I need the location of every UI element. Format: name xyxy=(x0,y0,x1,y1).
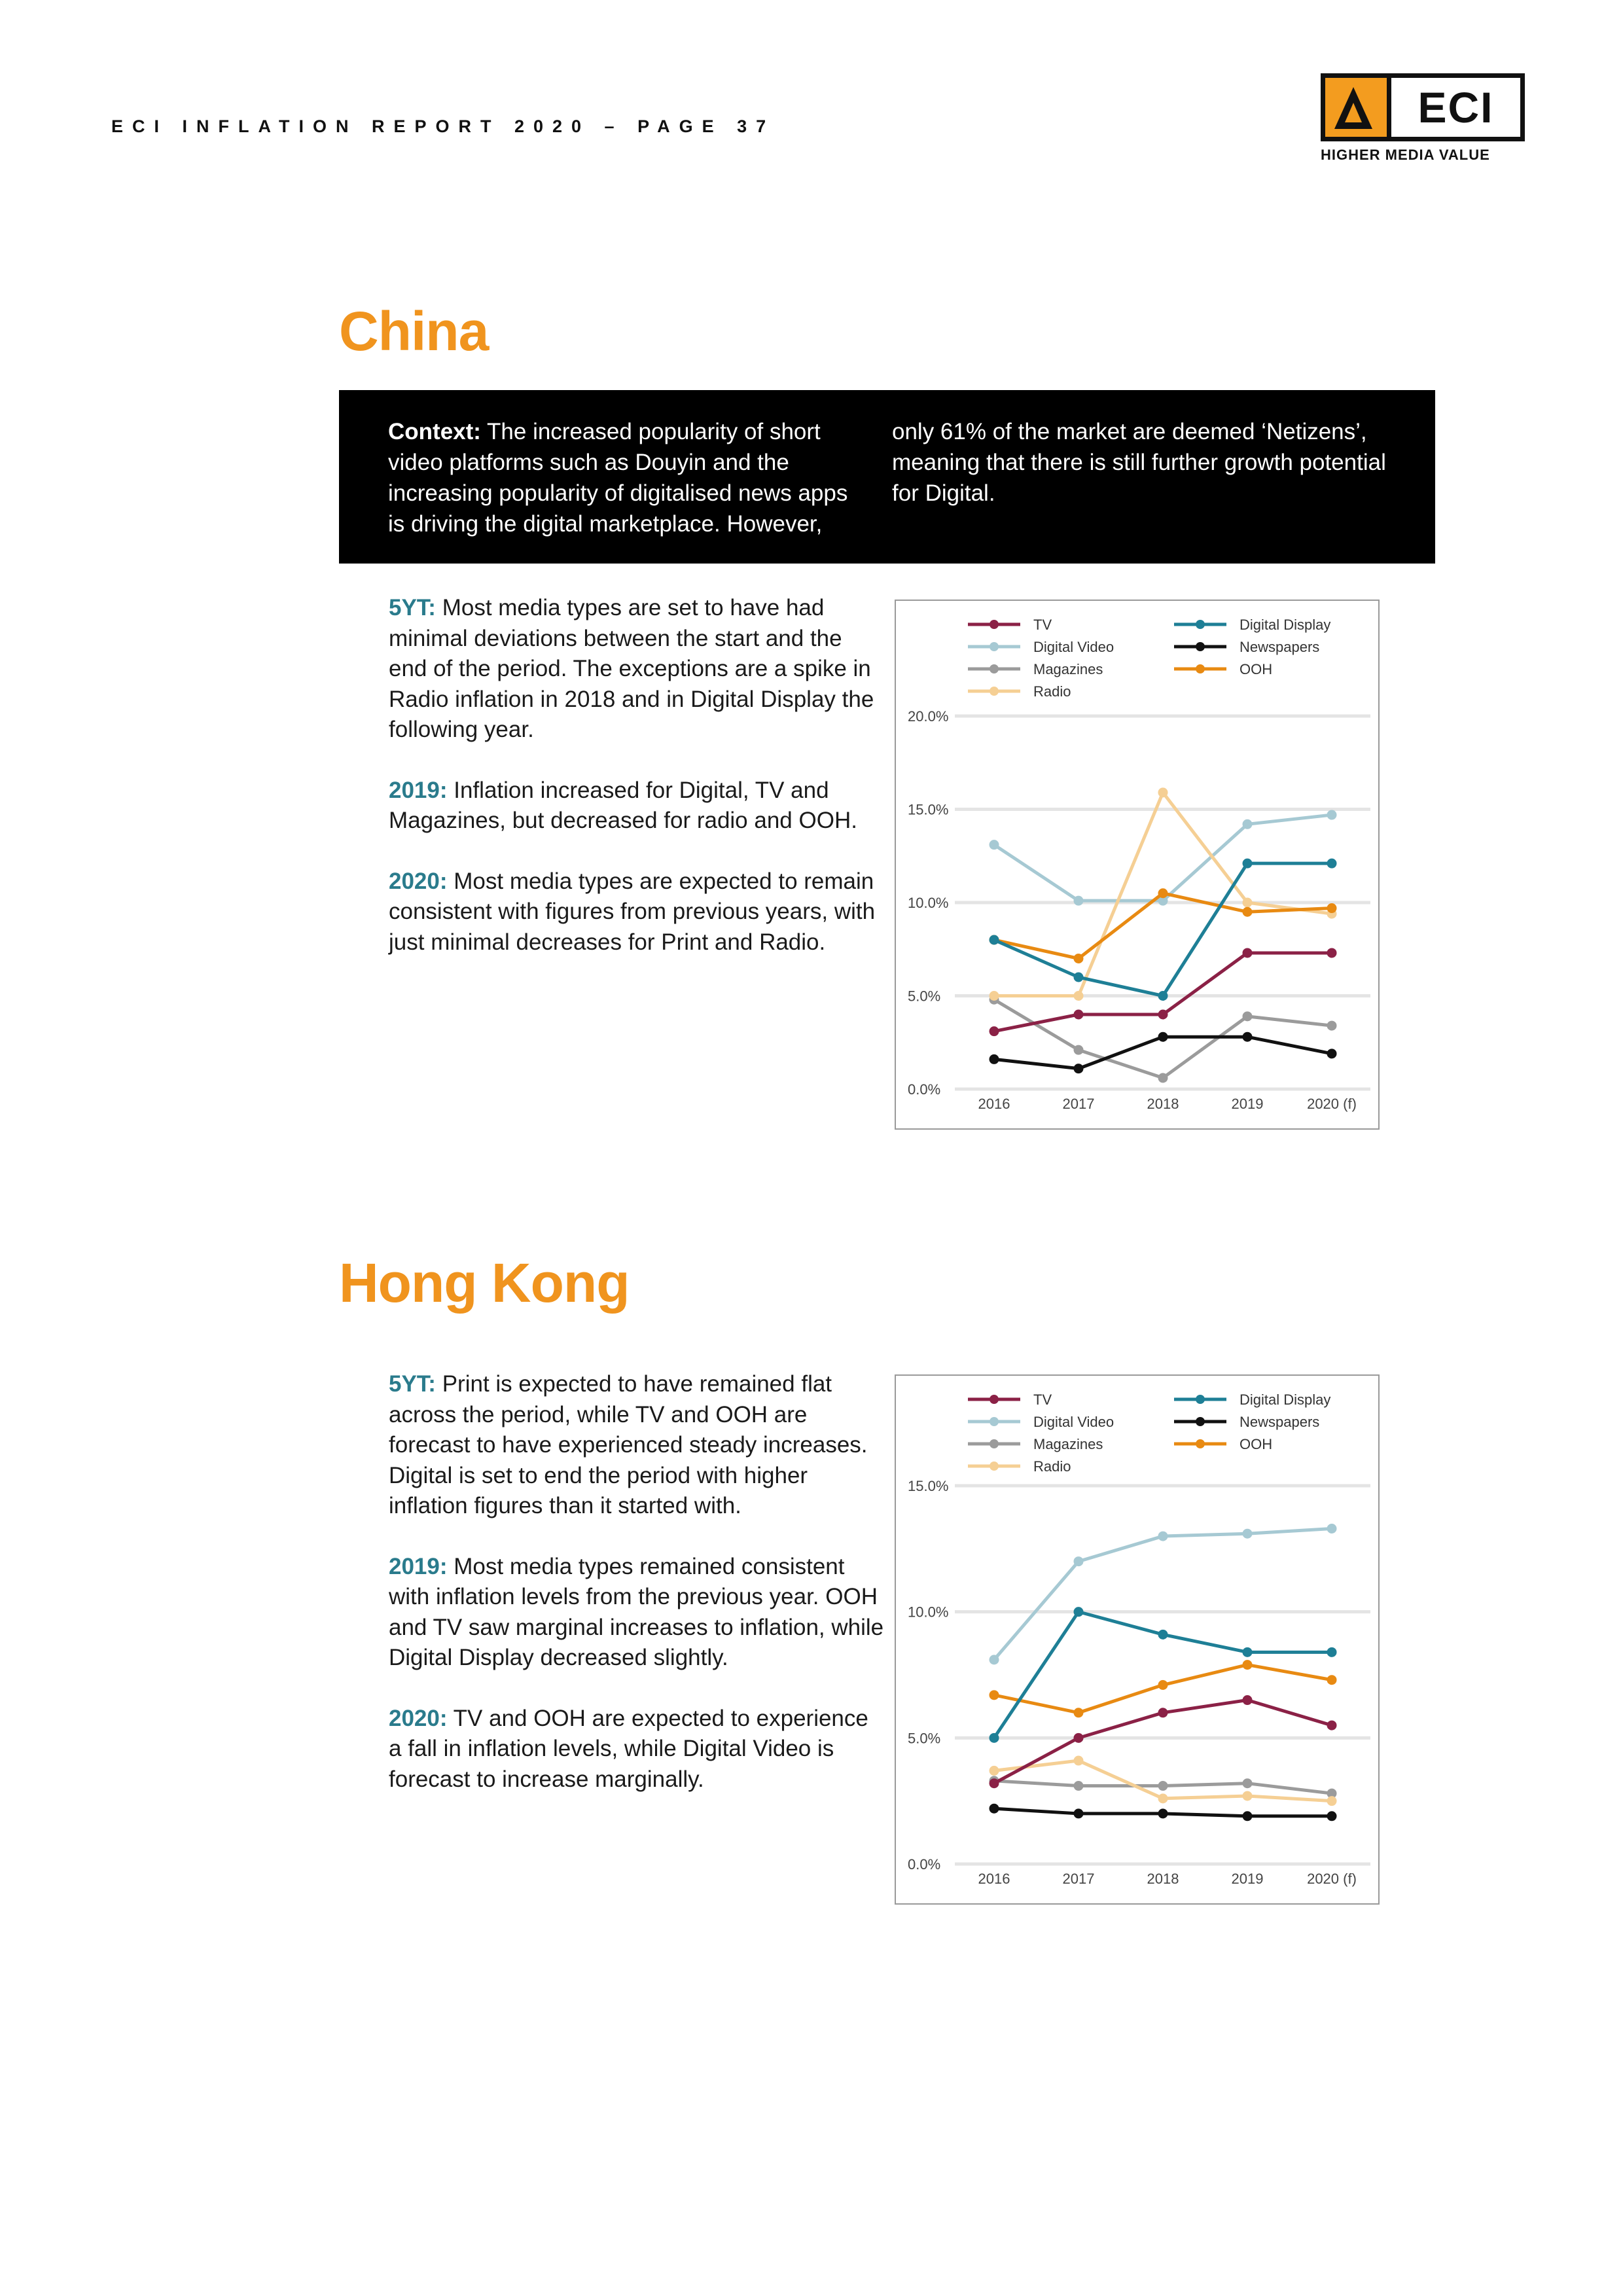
hk-chart-legend-marker-3 xyxy=(1196,1417,1205,1426)
china-chart-ytick-label-2: 10.0% xyxy=(908,895,949,911)
china-chart-point-1-3 xyxy=(1243,859,1253,869)
china-chart-xtick-label-0: 2016 xyxy=(978,1096,1010,1112)
hk-chart-point-0-2 xyxy=(1158,1708,1168,1717)
china-2020-text: Most media types are expected to remain consistent with figures from previous years, with just minimal decreases for Print and Radio. xyxy=(389,868,876,955)
hongkong-2019-label: 2019: xyxy=(389,1553,448,1579)
hk-chart-point-5-2 xyxy=(1158,1680,1168,1690)
china-chart-legend-label-5: OOH xyxy=(1240,661,1273,677)
hk-chart-xtick-label-2: 2018 xyxy=(1147,1871,1179,1887)
china-chart-legend-label-2: Digital Video xyxy=(1033,639,1115,655)
china-2019-text: Inflation increased for Digital, TV and Magazines, but decreased for radio and OOH. xyxy=(389,777,857,833)
hongkong-2020-text: TV and OOH are expected to experience a fall in inflation levels, while Digital Video is forecast to increase marginally. xyxy=(389,1705,868,1792)
hk-chart-point-3-2 xyxy=(1158,1808,1168,1818)
hk-chart-point-2-0 xyxy=(990,1655,999,1664)
china-2019-paragraph xyxy=(389,776,886,836)
hk-chart-point-5-4 xyxy=(1327,1675,1337,1685)
china-chart-xtick-label-4: 2020 (f) xyxy=(1307,1096,1357,1112)
hk-chart-point-2-4 xyxy=(1327,1524,1337,1534)
hk-chart-series-line-2 xyxy=(994,1529,1332,1660)
hk-chart-point-0-4 xyxy=(1327,1721,1337,1731)
china-5yt-paragraph xyxy=(389,593,886,745)
china-chart-point-4-2 xyxy=(1158,1073,1168,1083)
context-column-2 xyxy=(892,416,1386,564)
hk-chart-point-1-4 xyxy=(1327,1647,1337,1657)
china-inflation-chart xyxy=(895,600,1380,1130)
hk-chart-point-1-0 xyxy=(990,1733,999,1743)
china-context-box xyxy=(339,390,1435,564)
hk-chart-legend-marker-5 xyxy=(1196,1439,1205,1448)
china-chart-svg xyxy=(896,601,1378,1128)
hk-chart-point-2-1 xyxy=(1074,1556,1084,1566)
china-chart-legend-marker-5 xyxy=(1196,664,1205,673)
hk-chart-xtick-label-3: 2019 xyxy=(1231,1871,1264,1887)
eci-logo-box xyxy=(1321,73,1525,141)
china-chart-legend-marker-0 xyxy=(990,620,999,629)
china-2019-label: 2019: xyxy=(389,777,448,803)
hk-chart-point-6-0 xyxy=(990,1766,999,1776)
hk-chart-point-6-1 xyxy=(1074,1756,1084,1766)
hk-chart-point-2-2 xyxy=(1158,1532,1168,1541)
china-chart-point-4-4 xyxy=(1327,1021,1337,1031)
hk-chart-legend-marker-0 xyxy=(990,1395,999,1404)
hk-chart-legend-label-4: Magazines xyxy=(1033,1436,1103,1452)
hk-chart-legend-marker-2 xyxy=(990,1417,999,1426)
china-chart-ytick-label-0: 0.0% xyxy=(908,1081,941,1098)
report-header-title: ECI INFLATION REPORT 2020 – PAGE 37 xyxy=(111,117,776,136)
china-chart-xtick-label-1: 2017 xyxy=(1062,1096,1095,1112)
china-chart-ytick-label-4: 20.0% xyxy=(908,708,949,725)
hk-chart-ytick-label-3: 15.0% xyxy=(908,1478,949,1494)
china-chart-point-2-3 xyxy=(1243,819,1253,829)
hk-chart-xtick-label-0: 2016 xyxy=(978,1871,1010,1887)
eci-logo-text: ECI xyxy=(1418,83,1494,132)
hk-chart-legend-label-1: Digital Display xyxy=(1240,1391,1331,1408)
china-chart-point-3-4 xyxy=(1327,1049,1337,1058)
china-chart-point-5-4 xyxy=(1327,903,1337,913)
china-chart-point-2-4 xyxy=(1327,810,1337,820)
hongkong-2019-paragraph xyxy=(389,1552,886,1674)
china-chart-ytick-label-1: 5.0% xyxy=(908,988,941,1005)
hk-chart-point-1-1 xyxy=(1074,1607,1084,1617)
china-chart-ytick-label-3: 15.0% xyxy=(908,801,949,818)
china-chart-point-6-1 xyxy=(1074,991,1084,1001)
china-chart-point-4-3 xyxy=(1243,1011,1253,1021)
hk-chart-ytick-label-2: 10.0% xyxy=(908,1604,949,1621)
china-chart-point-0-1 xyxy=(1074,1010,1084,1020)
china-chart-point-2-1 xyxy=(1074,896,1084,906)
hk-chart-point-0-3 xyxy=(1243,1695,1253,1705)
china-chart-point-1-2 xyxy=(1158,991,1168,1001)
china-chart-point-0-0 xyxy=(990,1026,999,1036)
hk-chart-point-5-0 xyxy=(990,1690,999,1700)
china-chart-legend-marker-2 xyxy=(990,642,999,651)
eci-logo-mark-icon xyxy=(1325,78,1391,137)
hk-chart-point-6-2 xyxy=(1158,1793,1168,1803)
hk-chart-point-6-3 xyxy=(1243,1791,1253,1801)
china-2020-paragraph xyxy=(389,867,886,958)
china-chart-point-6-0 xyxy=(990,991,999,1001)
hk-chart-point-4-3 xyxy=(1243,1778,1253,1788)
hk-chart-point-3-0 xyxy=(990,1804,999,1814)
china-chart-legend-label-0: TV xyxy=(1033,617,1052,633)
hongkong-body-text xyxy=(389,1369,886,1825)
china-chart-series-line-2 xyxy=(994,815,1332,901)
hk-chart-point-1-2 xyxy=(1158,1630,1168,1640)
hk-chart-legend-label-5: OOH xyxy=(1240,1436,1273,1452)
context-label: Context: xyxy=(388,419,481,444)
china-chart-point-6-3 xyxy=(1243,898,1253,908)
china-chart-point-0-2 xyxy=(1158,1010,1168,1020)
hk-chart-legend-label-2: Digital Video xyxy=(1033,1414,1115,1430)
hk-chart-legend-marker-6 xyxy=(990,1462,999,1471)
hk-chart-point-4-1 xyxy=(1074,1781,1084,1791)
context-column-1 xyxy=(388,416,853,564)
hongkong-2019-text: Most media types remained consistent with inflation levels from the previous year. OOH and TV saw marginal increases to inflation, while Digital Display decreased slightly. xyxy=(389,1553,884,1670)
hongkong-5yt-text: Print is expected to have remained flat across the period, while TV and OOH are forecast to have experienced steady increases. Digital is set to end the period with higher inflation figures than it started with. xyxy=(389,1371,868,1518)
hk-chart-legend-marker-4 xyxy=(990,1439,999,1448)
hongkong-5yt-label: 5YT: xyxy=(389,1371,436,1397)
china-section-title: China xyxy=(339,300,489,362)
china-chart-xtick-label-3: 2019 xyxy=(1231,1096,1264,1112)
hk-chart-point-0-1 xyxy=(1074,1733,1084,1743)
china-chart-legend-label-6: Radio xyxy=(1033,683,1071,700)
hk-chart-point-3-3 xyxy=(1243,1811,1253,1821)
china-chart-legend-marker-4 xyxy=(990,664,999,673)
china-chart-point-5-2 xyxy=(1158,888,1168,898)
china-chart-point-5-3 xyxy=(1243,907,1253,917)
hk-chart-xtick-label-4: 2020 (f) xyxy=(1307,1871,1357,1887)
china-body-text xyxy=(389,593,886,988)
china-chart-point-3-0 xyxy=(990,1054,999,1064)
hk-chart-point-4-2 xyxy=(1158,1781,1168,1791)
china-chart-point-0-3 xyxy=(1243,948,1253,958)
hk-chart-point-5-3 xyxy=(1243,1660,1253,1670)
hk-chart-point-1-3 xyxy=(1243,1647,1253,1657)
hk-chart-point-6-4 xyxy=(1327,1796,1337,1806)
eci-logo xyxy=(1321,73,1530,164)
china-chart-point-1-0 xyxy=(990,935,999,945)
china-chart-legend-label-1: Digital Display xyxy=(1240,617,1331,633)
hk-chart-legend-marker-1 xyxy=(1196,1395,1205,1404)
hongkong-2020-paragraph xyxy=(389,1704,886,1795)
hk-chart-ytick-label-0: 0.0% xyxy=(908,1856,941,1873)
hongkong-2020-label: 2020: xyxy=(389,1705,448,1731)
china-chart-series-line-1 xyxy=(994,863,1332,996)
china-5yt-label: 5YT: xyxy=(389,595,436,620)
hk-chart-xtick-label-1: 2017 xyxy=(1062,1871,1095,1887)
china-chart-legend-marker-1 xyxy=(1196,620,1205,629)
hk-chart-legend-label-0: TV xyxy=(1033,1391,1052,1408)
hk-chart-legend-label-6: Radio xyxy=(1033,1458,1071,1475)
hk-chart-point-5-1 xyxy=(1074,1708,1084,1717)
china-chart-point-6-2 xyxy=(1158,787,1168,797)
china-chart-point-4-1 xyxy=(1074,1045,1084,1055)
context-text-2: only 61% of the market are deemed ‘Netizens’, meaning that there is still further growth potential for Digital. xyxy=(892,419,1386,506)
eci-logo-tagline: HIGHER MEDIA VALUE xyxy=(1321,147,1490,163)
context-text-1: The increased popularity of short video platforms such as Douyin and the increasing popularity of digitalised news apps is driving the digital marketplace. However, xyxy=(388,419,848,537)
hk-chart-point-3-1 xyxy=(1074,1808,1084,1818)
china-chart-legend-label-4: Magazines xyxy=(1033,661,1103,677)
china-chart-point-1-4 xyxy=(1327,859,1337,869)
china-2020-label: 2020: xyxy=(389,868,448,894)
hk-chart-point-2-3 xyxy=(1243,1529,1253,1539)
china-chart-point-3-2 xyxy=(1158,1032,1168,1042)
china-chart-legend-marker-3 xyxy=(1196,642,1205,651)
china-chart-point-3-3 xyxy=(1243,1032,1253,1042)
china-chart-legend-marker-6 xyxy=(990,687,999,696)
hk-chart-ytick-label-1: 5.0% xyxy=(908,1730,941,1747)
hk-chart-legend-label-3: Newspapers xyxy=(1240,1414,1320,1430)
hongkong-5yt-paragraph xyxy=(389,1369,886,1522)
china-chart-point-2-0 xyxy=(990,840,999,850)
china-chart-legend-label-3: Newspapers xyxy=(1240,639,1320,655)
china-5yt-text: Most media types are set to have had minimal deviations between the start and the end of the period. The exceptions are a spike in Radio inflation in 2018 and in Digital Display the following year. xyxy=(389,595,874,742)
china-chart-point-0-4 xyxy=(1327,948,1337,958)
hk-chart-svg xyxy=(896,1376,1378,1903)
hk-chart-point-0-0 xyxy=(990,1778,999,1788)
hongkong-inflation-chart xyxy=(895,1374,1380,1905)
china-chart-point-5-1 xyxy=(1074,954,1084,963)
china-chart-point-3-1 xyxy=(1074,1064,1084,1073)
china-chart-point-1-1 xyxy=(1074,973,1084,982)
hk-chart-point-3-4 xyxy=(1327,1811,1337,1821)
hongkong-section-title: Hong Kong xyxy=(339,1252,630,1314)
china-chart-xtick-label-2: 2018 xyxy=(1147,1096,1179,1112)
